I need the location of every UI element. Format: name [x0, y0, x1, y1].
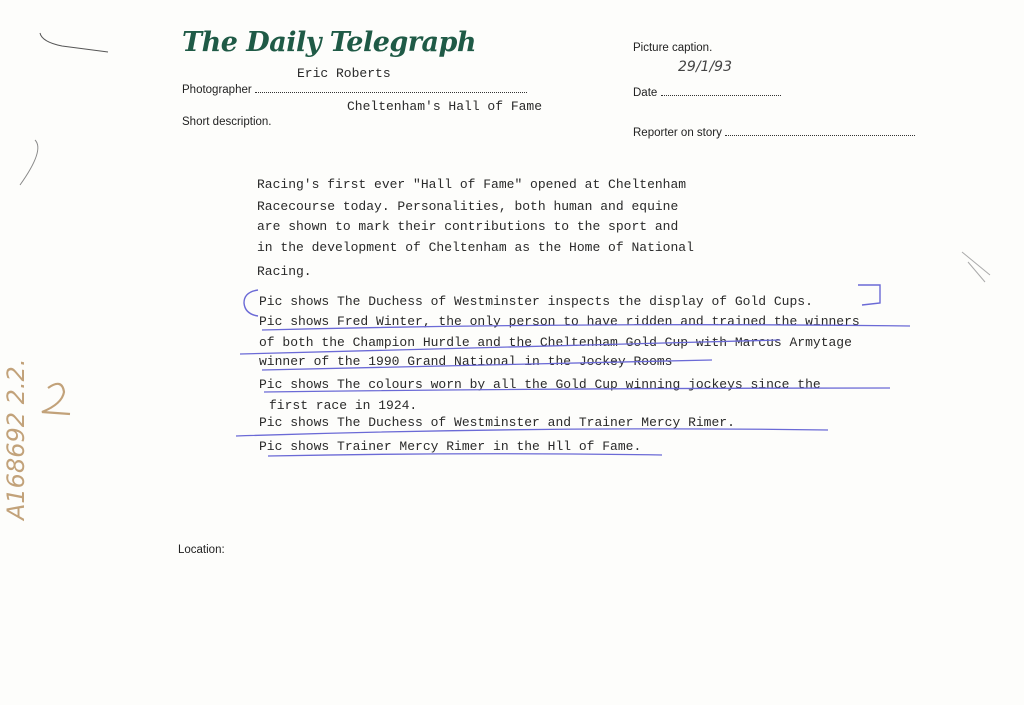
caption-line: Pic shows Fred Winter, the only person to have ridden and trained the winners [259, 314, 860, 329]
reference-number-note: A168692 2.2. [2, 358, 30, 520]
strike-line [262, 325, 910, 330]
scribble-mark [20, 140, 38, 185]
margin-number-mark [42, 384, 70, 414]
body-line: Racing. [257, 264, 312, 279]
strike-line [240, 340, 780, 354]
caption-line: Pic shows The colours worn by all the Gold Cup winning jockeys since the [259, 377, 821, 392]
caption-line: of both the Champion Hurdle and the Cheltenham Gold Cup with Marcus Armytage [259, 335, 852, 350]
caption-line: first race in 1924. [269, 398, 418, 413]
picture-caption-label: Picture caption. [633, 42, 713, 54]
masthead-logo: The Daily Telegraph [182, 27, 477, 58]
scribble-mark [40, 33, 108, 52]
caption-line: Pic shows The Duchess of Westminster and Trainer Mercy Rimer. [259, 415, 735, 430]
strike-line [264, 388, 890, 392]
bracket-left-mark [244, 290, 258, 316]
strike-line [236, 429, 828, 436]
reporter-label: Reporter on story [633, 127, 722, 139]
caption-line: Pic shows Trainer Mercy Rimer in the Hll of Fame. [259, 439, 642, 454]
photographer-label: Photographer [182, 84, 252, 96]
strike-line [262, 360, 712, 370]
underline-mark [268, 454, 662, 456]
short-description-label: Short description. [182, 116, 272, 128]
caption-line: Pic shows The Duchess of Westminster inspects the display of Gold Cups. [259, 294, 813, 309]
body-line: are shown to mark their contributions to the sport and [257, 219, 679, 234]
date-label: Date [633, 87, 658, 99]
bracket-right-mark [858, 285, 880, 305]
short-description-value: Cheltenham's Hall of Fame [347, 99, 543, 114]
body-line: in the development of Cheltenham as the Home of National [257, 240, 694, 255]
caption-line: winner of the 1990 Grand National in the Jockey Rooms [259, 354, 673, 369]
photographer-value: Eric Roberts [297, 66, 391, 81]
scribble-mark [962, 252, 990, 282]
body-line: Racing's first ever "Hall of Fame" opened at Cheltenham [257, 177, 687, 192]
date-value: 29/1/93 [678, 59, 732, 75]
body-line: Racecourse today. Personalities, both human and equine [257, 199, 679, 214]
location-label: Location: [178, 544, 225, 556]
